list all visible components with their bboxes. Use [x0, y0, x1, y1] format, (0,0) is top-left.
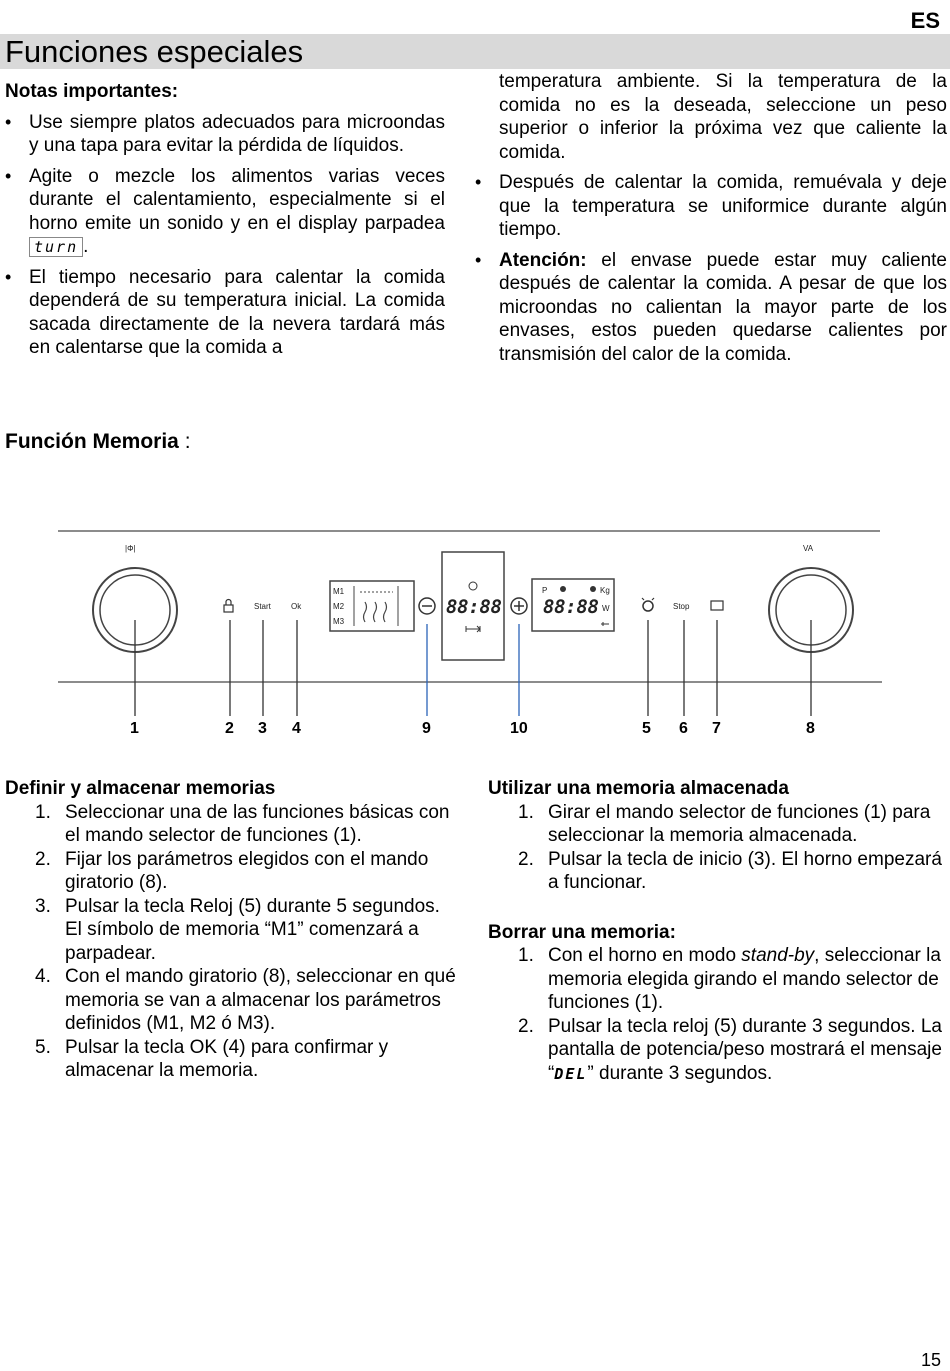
list-item	[5, 848, 460, 895]
power-digits: 88:88	[543, 596, 599, 618]
define-heading: Definir y almacenar memorias	[5, 778, 276, 799]
callout-9: 9	[422, 720, 431, 737]
step-number: 2.	[35, 848, 51, 870]
step-number: 2.	[518, 1015, 534, 1037]
list-item	[5, 165, 445, 259]
display-turn-icon: turn	[29, 237, 83, 257]
step-text: ” durante 3 segundos.	[587, 1062, 773, 1084]
m1-label: M1	[333, 587, 345, 596]
step-text: Con el mando giratorio (8), seleccionar en qué memoria se van a almacenar los parámetros definidos (M1, M2 ó M3).	[65, 966, 456, 1034]
callout-3: 3	[258, 720, 267, 737]
notes-left-column	[5, 80, 445, 367]
clock-digits: 88:88	[446, 596, 502, 618]
step-text: Con el horno en modo	[548, 945, 742, 966]
page-title: Funciones especiales	[5, 34, 304, 69]
memory-display	[330, 581, 414, 631]
ok-label: Ok	[291, 602, 302, 611]
notes-list-right	[475, 171, 947, 366]
list-item	[488, 848, 943, 895]
note-text: El tiempo necesario para calentar la comida dependerá de su temperatura inicial. La comida sacada directamente de la nevera tardará más en calentarse que la comida a	[29, 266, 445, 358]
step-text: , seleccionar la memoria elegida girando el mando selector de funciones (1).	[548, 945, 941, 1013]
note-text: Después de calentar la comida, remuévala y deje que la temperatura se uniformice durante algún tiempo.	[499, 172, 947, 240]
door-icon	[711, 601, 723, 610]
list-item	[488, 801, 943, 848]
note-end: .	[83, 236, 89, 257]
callout-10: 10	[510, 720, 528, 737]
step-number: 5.	[35, 1036, 51, 1058]
step-number: 1.	[518, 945, 534, 966]
alarm-clock-icon	[642, 598, 654, 611]
list-item	[488, 1015, 943, 1086]
callout-4: 4	[292, 720, 301, 737]
power-symbol-label: |Φ|	[125, 544, 136, 553]
lock-icon	[224, 600, 233, 613]
callout-8: 8	[806, 720, 815, 737]
power-weight-display	[532, 579, 614, 631]
m3-label: M3	[333, 617, 345, 626]
step-number: 2.	[518, 848, 534, 870]
plus-icon	[511, 598, 527, 614]
note-text: Use siempre platos adecuados para microondas y una tapa para evitar la pérdida de líquidos.	[29, 111, 445, 156]
notes-heading: Notas importantes:	[5, 81, 179, 102]
callout-5: 5	[642, 720, 651, 737]
list-item	[5, 965, 460, 1036]
delete-heading: Borrar una memoria:	[488, 921, 676, 943]
define-memories-section	[5, 777, 460, 1083]
list-item	[5, 801, 460, 848]
attention-text: el envase puede estar muy caliente después de calentar la comida. A pesar de que los microondas no calientan la mayor parte de los envases, estos pueden quedarse calientes por transmisión del calor de la comida.	[499, 249, 947, 365]
list-item	[5, 895, 460, 966]
standby-text: stand-by	[741, 945, 815, 966]
notes-list	[5, 111, 445, 360]
list-item	[5, 266, 445, 360]
language-code: ES	[910, 8, 940, 33]
notes-right-column	[475, 70, 947, 373]
callout-7: 7	[712, 720, 721, 737]
use-memory-section	[488, 777, 943, 1085]
stop-label: Stop	[673, 602, 690, 611]
callout-lines	[135, 620, 811, 716]
w-label: W	[602, 604, 610, 613]
use-steps	[488, 801, 943, 895]
attention-label: Atención:	[499, 249, 587, 271]
step-number: 1.	[518, 801, 534, 823]
step-text: Pulsar la tecla reloj (5) durante 3 segundos. La pantalla de potencia/peso mostrará el mensaje “	[548, 1015, 942, 1084]
start-label: Start	[254, 602, 271, 611]
page-number: 15	[920, 1350, 941, 1370]
p-label: P	[542, 586, 548, 595]
step-number: 1.	[35, 801, 51, 823]
callout-1: 1	[130, 720, 139, 737]
list-item	[488, 944, 943, 1015]
step-text: Fijar los parámetros elegidos con el mando giratorio (8).	[65, 848, 429, 893]
define-steps	[5, 801, 460, 1083]
kg-label: Kg	[600, 586, 610, 595]
section-heading-suffix: :	[178, 430, 191, 453]
section-heading-text: Función Memoria	[5, 430, 179, 453]
list-item	[475, 249, 947, 367]
step-text: Pulsar la tecla OK (4) para confirmar y almacenar la memoria.	[65, 1036, 389, 1081]
clock-display	[442, 552, 504, 660]
delete-steps	[488, 944, 943, 1085]
va-label: VA	[803, 544, 814, 553]
step-text: Pulsar la tecla de inicio (3). El horno empezará a funcionar.	[548, 848, 942, 893]
step-number: 3.	[35, 895, 51, 917]
display-del-icon: DEL	[554, 1064, 588, 1083]
step-text: Pulsar la tecla Reloj (5) durante 5 segundos. El símbolo de memoria “M1” comenzará a parpadear.	[65, 895, 440, 964]
callout-2: 2	[225, 720, 234, 737]
callout-6: 6	[679, 720, 688, 737]
step-text: Seleccionar una de las funciones básicas con el mando selector de funciones (1).	[65, 801, 450, 846]
m2-label: M2	[333, 602, 345, 611]
step-number: 4.	[35, 966, 51, 987]
note-text: Agite o mezcle los alimentos varias veces durante el calentamiento, especialmente si el horno emite un sonido y en el display parpadea	[29, 165, 445, 234]
list-item	[475, 171, 947, 242]
minus-icon	[419, 598, 435, 614]
step-text: Girar el mando selector de funciones (1) para seleccionar la memoria almacenada.	[548, 801, 931, 846]
control-panel-diagram	[0, 520, 950, 740]
section-heading	[5, 430, 191, 454]
note-continuation: temperatura ambiente. Si la temperatura de la comida no es la deseada, seleccione un peso superior o inferior la próxima vez que caliente la comida.	[499, 71, 947, 163]
use-heading: Utilizar una memoria almacenada	[488, 778, 789, 799]
list-item	[5, 111, 445, 158]
list-item	[5, 1036, 460, 1083]
